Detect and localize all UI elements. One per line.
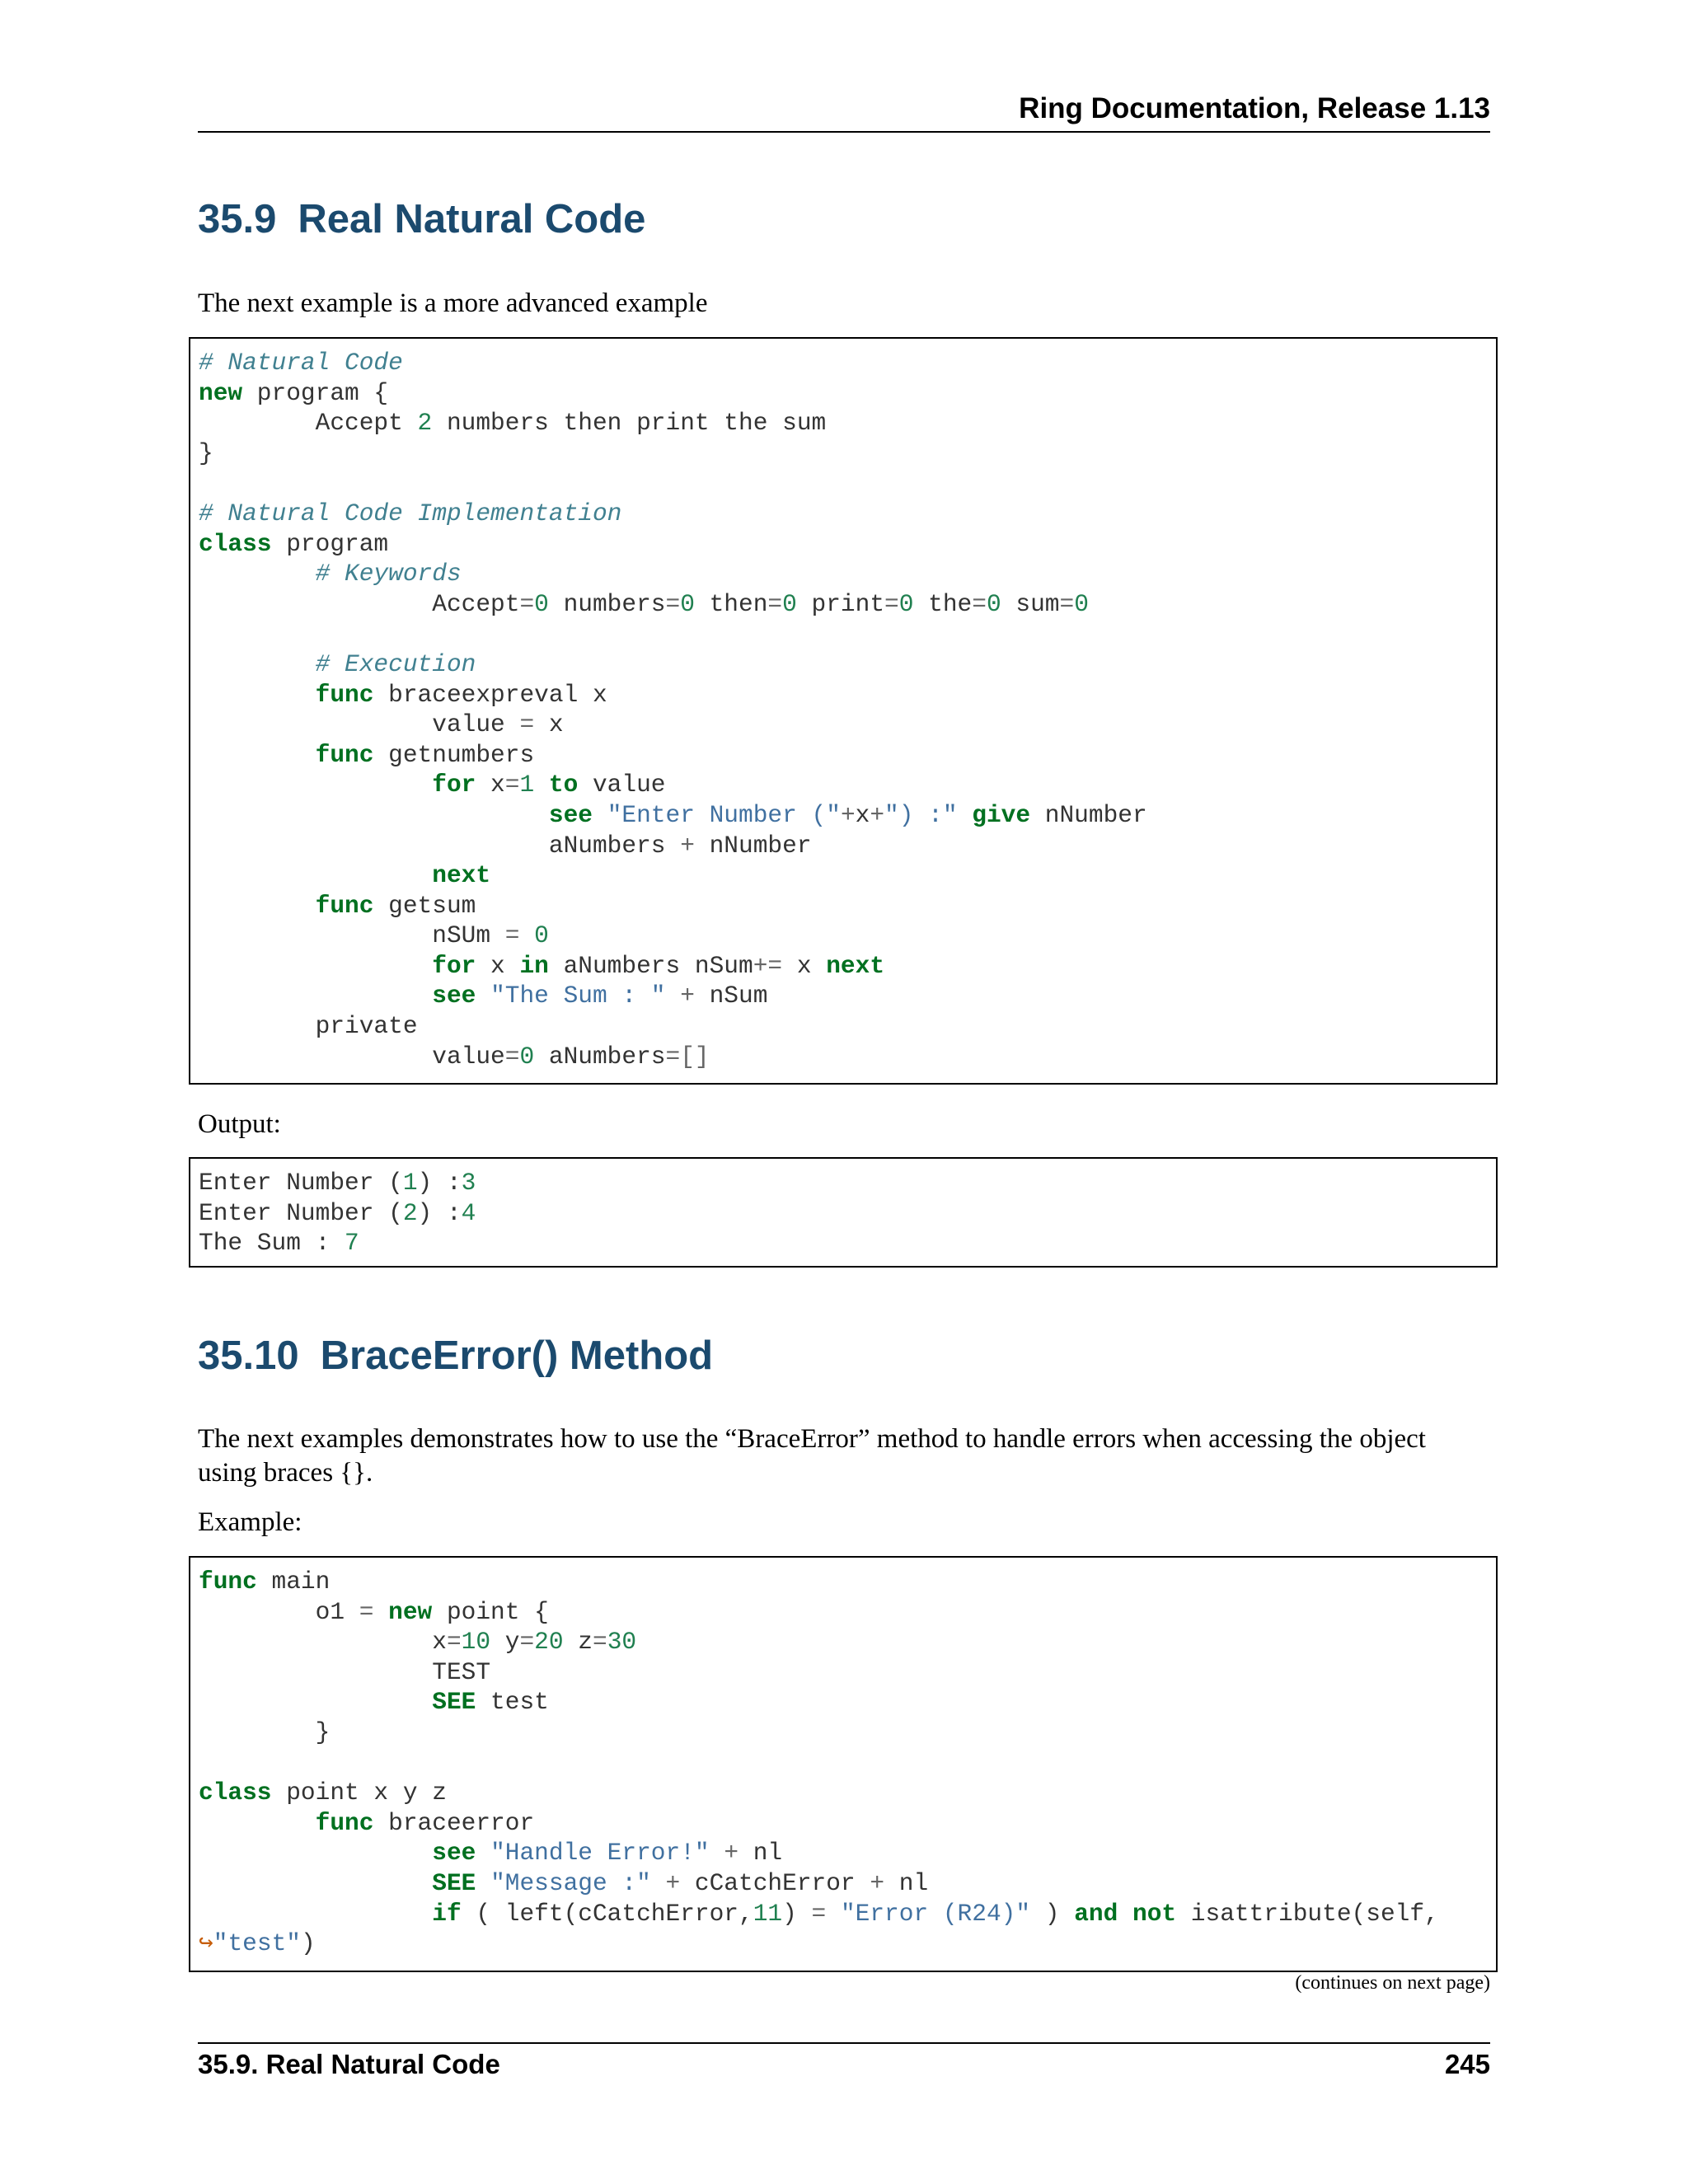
code-line: for x in aNumbers nSum+= x next: [432, 951, 885, 980]
code-line: see "Handle Error!" + nl: [432, 1839, 783, 1868]
code-line: [199, 1748, 1496, 1779]
example-label: Example:: [198, 1507, 302, 1537]
code-line: # Natural Code Implementation: [199, 499, 622, 527]
code-line: func getnumbers: [315, 740, 535, 769]
output-label: Output:: [198, 1109, 281, 1139]
section-heading-braceerror: [198, 1333, 713, 1379]
braceerror-paragraph: The next examples demonstrates how to use the “BraceError” method to handle errors when accessing the object using braces {}.: [198, 1424, 1426, 1488]
code-line: class program: [199, 529, 389, 558]
document-page: [198, 0, 1500, 2184]
code-line: }: [199, 1718, 331, 1746]
output-line: Enter Number (1) :3: [199, 1169, 476, 1197]
code-line: func braceexpreval x: [315, 680, 607, 709]
output-line: Enter Number (2) :4: [199, 1198, 476, 1227]
code-line: }: [199, 438, 213, 467]
running-header: Ring Documentation, Release 1.13: [1019, 92, 1490, 124]
code-block-output: [189, 1157, 1498, 1268]
intro-paragraph: The next example is a more advanced example: [198, 288, 708, 318]
continues-note: (continues on next page): [1295, 1972, 1490, 1994]
code-line: aNumbers + nNumber: [199, 831, 812, 860]
code-line: # Keywords: [315, 560, 462, 588]
code-line: for x=1 to value: [432, 771, 666, 799]
code-line: next: [432, 861, 491, 890]
code-line: value = x: [199, 710, 564, 739]
code-line: SEE test: [432, 1688, 549, 1717]
code-line: # Natural Code: [199, 349, 403, 377]
code-line: func main: [199, 1568, 331, 1596]
code-block-braceerror: [189, 1556, 1498, 1972]
code-line: func braceerror: [315, 1808, 535, 1837]
section-number: 35.10: [198, 1333, 299, 1378]
code-block-natural: [189, 337, 1498, 1085]
header-rule: [198, 131, 1490, 133]
output-line: The Sum : 7: [199, 1229, 359, 1258]
code-line: see "Enter Number ("+x+") :" give nNumber: [548, 800, 1147, 829]
code-line: # Execution: [315, 649, 476, 678]
code-line: class point x y z: [199, 1779, 447, 1807]
code-line: func getsum: [315, 891, 476, 920]
footer-rule: [198, 2042, 1490, 2044]
section-heading-real-natural-code: [198, 196, 645, 242]
code-line: SEE "Message :" + cCatchError + nl: [432, 1868, 929, 1897]
code-line: Accept 2 numbers then print the sum: [199, 409, 827, 438]
section-number: 35.9: [198, 197, 277, 241]
code-line: new program {: [199, 378, 389, 407]
page-number: 245: [1444, 2049, 1490, 2079]
code-line: Accept=0 numbers=0 then=0 print=0 the=0 sum=0: [199, 589, 1089, 618]
code-line: see "The Sum : " + nSum: [432, 982, 768, 1010]
section-title: Real Natural Code: [298, 197, 646, 241]
code-line: nSUm = 0: [199, 921, 549, 950]
section-title: BraceError() Method: [320, 1333, 714, 1378]
code-line: value=0 aNumbers=[]: [199, 1042, 710, 1071]
code-line: private: [199, 1012, 418, 1041]
code-line: [199, 468, 1496, 499]
code-line: ↪"test"): [199, 1929, 316, 1958]
code-line: o1 = new point {: [199, 1597, 549, 1626]
code-line: [199, 619, 1496, 649]
footer-section: 35.9. Real Natural Code: [198, 2049, 500, 2079]
code-line: if ( left(cCatchError,11) = "Error (R24)" ) and not isattribute(self,: [432, 1899, 1439, 1928]
code-line: x=10 y=20 z=30: [199, 1628, 637, 1657]
code-line: TEST: [199, 1657, 491, 1686]
